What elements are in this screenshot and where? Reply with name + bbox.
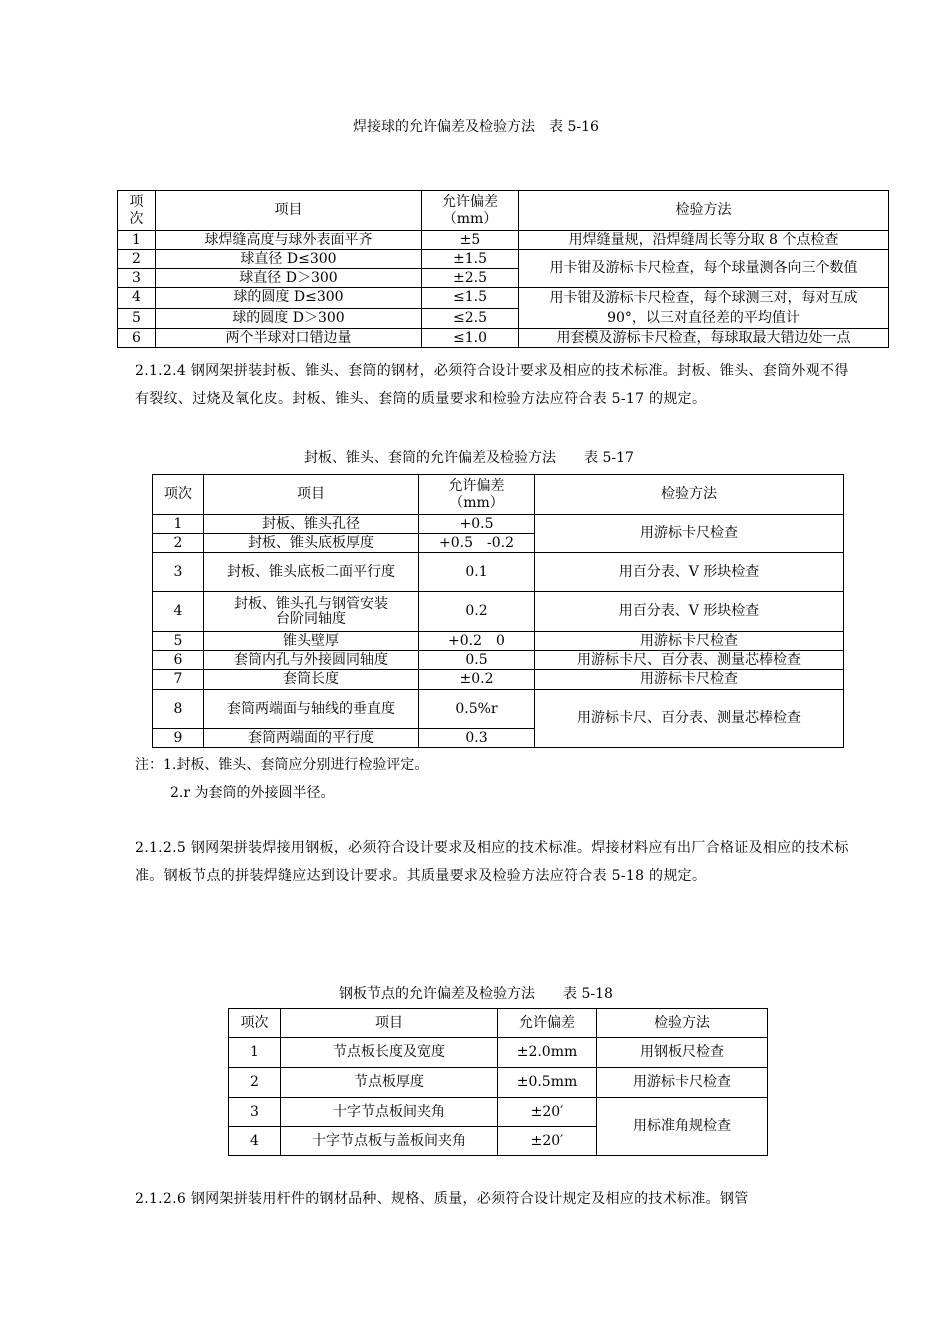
cell-method: 用卡钳及游标卡尺检查，每个球测三对，每对互成 90°，以三对直径差的平均值计 [519, 288, 889, 329]
col-header-item: 项目 [281, 1009, 498, 1038]
cell-tolerance: 0.2 [419, 592, 535, 632]
table-5-17-note-1: 注：1.封板、锥头、套筒应分别进行检验评定。 [135, 757, 429, 773]
paragraph-2-1-2-6: 2.1.2.6 钢网架拼装用杆件的钢材品种、规格、质量，必须符合设计规定及相应的技术标准。钢管 [135, 1191, 749, 1207]
cell-tolerance: ≤1.5 [422, 288, 519, 309]
table-row [118, 231, 889, 250]
cell-tolerance: 0.5 [419, 651, 535, 670]
cell-item: 球直径 D＞300 [156, 269, 422, 288]
table-header-row [153, 475, 844, 515]
col-header-tolerance: 允许偏差 （mm） [419, 475, 535, 515]
table-row [118, 288, 889, 309]
cell-item: 十字节点板间夹角 [281, 1098, 498, 1127]
table-row [153, 592, 844, 632]
cell-tolerance: 0.1 [419, 553, 535, 592]
cell-index: 9 [153, 729, 204, 748]
cell-index: 5 [153, 632, 204, 651]
cell-index: 4 [118, 288, 156, 309]
cell-tolerance: ≤1.0 [422, 329, 519, 348]
cell-method: 用百分表、V 形块检查 [535, 592, 844, 632]
col-header-index: 项次 [229, 1009, 281, 1038]
cell-index: 4 [229, 1127, 281, 1156]
col-header-method: 检验方法 [535, 475, 844, 515]
cell-item: 节点板长度及宽度 [281, 1038, 498, 1068]
cell-tolerance: ±0.2 [419, 670, 535, 690]
cell-index: 7 [153, 670, 204, 690]
col-header-tolerance: 允许偏差 （mm） [422, 191, 519, 231]
table-row [153, 690, 844, 729]
cell-method: 用卡钳及游标卡尺检查，每个球量测各向三个数值 [519, 250, 889, 288]
cell-item: 球直径 D≤300 [156, 250, 422, 269]
table-row [118, 329, 889, 348]
paragraph-2-1-2-4: 2.1.2.4 钢网架拼装封板、锥头、套筒的钢材，必须符合设计要求及相应的技术标准。封板、锥头、套筒外观不得有裂纹、过烧及氧化皮。封板、锥头、套筒的质量要求和检验方法应符合表 5-17 的规定。 [135, 363, 849, 407]
col-header-index: 项次 [153, 475, 204, 515]
cell-method: 用焊缝量规，沿焊缝周长等分取 8 个点检查 [519, 231, 889, 250]
cell-index: 3 [229, 1098, 281, 1127]
cell-tolerance: +0.2 0 [419, 632, 535, 651]
paragraph-2-1-2-5: 2.1.2.5 钢网架拼装焊接用钢板，必须符合设计要求及相应的技术标准。焊接材料应有出厂合格证及相应的技术标准。钢板节点的拼装焊缝应达到设计要求。其质量要求及检验方法应符合表 5-18 的规定。 [135, 840, 849, 884]
table-5-16 [117, 190, 889, 348]
table-5-18-title: 钢板节点的允许偏差及检验方法 表 5-18 [339, 986, 613, 1002]
cell-item: 球的圆度 D＞300 [156, 308, 422, 329]
col-header-index: 项 次 [118, 191, 156, 231]
cell-item: 套筒长度 [204, 670, 419, 690]
cell-index: 4 [153, 592, 204, 632]
table-row [229, 1038, 768, 1068]
cell-method: 用游标卡尺检查 [535, 632, 844, 651]
cell-item: 封板、锥头孔与钢管安装台阶同轴度 [204, 592, 419, 632]
cell-tolerance: +0.5 -0.2 [419, 534, 535, 553]
cell-method: 用套模及游标卡尺检查，每球取最大错边处一点 [519, 329, 889, 348]
table-5-17 [152, 474, 844, 748]
cell-tolerance: ±20′ [498, 1127, 597, 1156]
cell-index: 3 [153, 553, 204, 592]
cell-method: 用游标卡尺检查 [535, 670, 844, 690]
cell-tolerance: +0.5 [419, 515, 535, 534]
cell-index: 3 [118, 269, 156, 288]
cell-tolerance: ±1.5 [422, 250, 519, 269]
table-header-row [118, 191, 889, 231]
table-row [153, 515, 844, 534]
cell-index: 1 [229, 1038, 281, 1068]
col-header-tolerance: 允许偏差 [498, 1009, 597, 1038]
cell-tolerance: ≤2.5 [422, 308, 519, 329]
table-5-17-title: 封板、锥头、套筒的允许偏差及检验方法 表 5-17 [304, 450, 634, 466]
table-row [153, 670, 844, 690]
cell-tolerance: ±2.0mm [498, 1038, 597, 1068]
col-header-method: 检验方法 [597, 1009, 768, 1038]
cell-item: 十字节点板与盖板间夹角 [281, 1127, 498, 1156]
table-5-16-title: 焊接球的允许偏差及检验方法 表 5-16 [353, 119, 599, 135]
col-header-method: 检验方法 [519, 191, 889, 231]
col-header-item: 项目 [156, 191, 422, 231]
cell-item: 封板、锥头底板厚度 [204, 534, 419, 553]
cell-tolerance: 0.3 [419, 729, 535, 748]
cell-item: 套筒两端面的平行度 [204, 729, 419, 748]
cell-item: 球焊缝高度与球外表面平齐 [156, 231, 422, 250]
cell-index: 2 [118, 250, 156, 269]
cell-item: 球的圆度 D≤300 [156, 288, 422, 309]
cell-method: 用游标卡尺、百分表、测量芯棒检查 [535, 651, 844, 670]
cell-index: 2 [229, 1068, 281, 1098]
cell-tolerance: ±20′ [498, 1098, 597, 1127]
cell-method: 用标准角规检查 [597, 1098, 768, 1156]
cell-item: 锥头壁厚 [204, 632, 419, 651]
table-row [153, 651, 844, 670]
cell-tolerance: 0.5%r [419, 690, 535, 729]
table-row [153, 553, 844, 592]
cell-index: 6 [118, 329, 156, 348]
cell-index: 5 [118, 308, 156, 329]
cell-method: 用游标卡尺检查 [597, 1068, 768, 1098]
table-5-17-note-2: 2.r 为套筒的外接圆半径。 [170, 785, 335, 801]
cell-method: 用游标卡尺检查 [535, 515, 844, 553]
table-row [118, 250, 889, 269]
cell-item: 两个半球对口错边量 [156, 329, 422, 348]
cell-index: 1 [118, 231, 156, 250]
table-header-row [229, 1009, 768, 1038]
cell-item: 封板、锥头底板二面平行度 [204, 553, 419, 592]
cell-method: 用游标卡尺、百分表、测量芯棒检查 [535, 690, 844, 748]
table-row [153, 632, 844, 651]
col-header-item: 项目 [204, 475, 419, 515]
cell-item: 节点板厚度 [281, 1068, 498, 1098]
cell-index: 6 [153, 651, 204, 670]
cell-index: 1 [153, 515, 204, 534]
cell-tolerance: ±0.5mm [498, 1068, 597, 1098]
cell-method: 用百分表、V 形块检查 [535, 553, 844, 592]
cell-index: 2 [153, 534, 204, 553]
cell-index: 8 [153, 690, 204, 729]
table-row [229, 1098, 768, 1127]
table-5-18 [228, 1008, 768, 1156]
cell-item: 封板、锥头孔径 [204, 515, 419, 534]
cell-method: 用钢板尺检查 [597, 1038, 768, 1068]
cell-item: 套筒内孔与外接圆同轴度 [204, 651, 419, 670]
cell-tolerance: ±2.5 [422, 269, 519, 288]
table-row [229, 1068, 768, 1098]
cell-item: 套筒两端面与轴线的垂直度 [204, 690, 419, 729]
cell-tolerance: ±5 [422, 231, 519, 250]
